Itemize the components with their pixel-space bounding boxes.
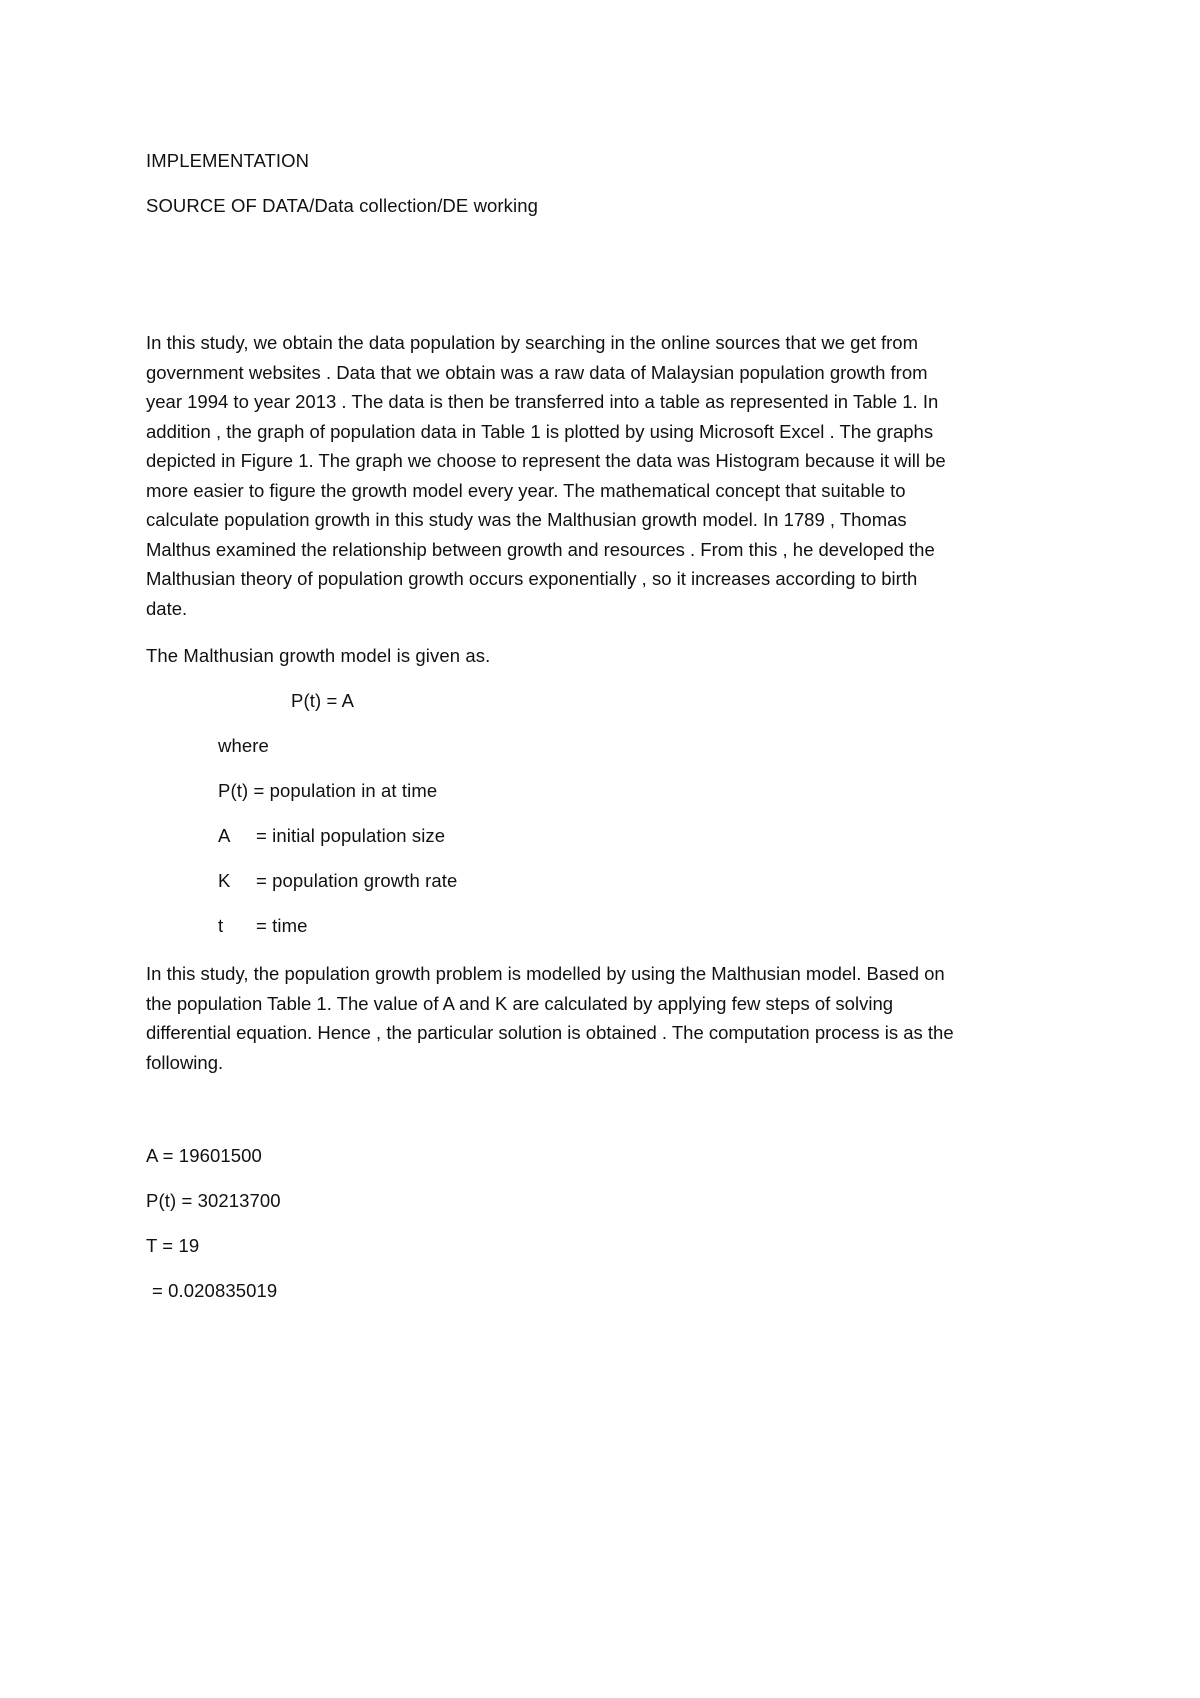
method-paragraph <box>146 959 1066 1077</box>
computation-a: A = 19601500 <box>146 1145 262 1166</box>
paragraph-line: Malthus examined the relationship between growth and resources . From this , he developed the <box>146 538 935 560</box>
paragraph-line: more easier to figure the growth model every year. The mathematical concept that suitable to <box>146 479 906 501</box>
paragraph-line: differential equation. Hence , the particular solution is obtained . The computation process is as the <box>146 1022 954 1043</box>
where-label: where <box>218 735 269 756</box>
paragraph-line: Malthusian theory of population growth occurs exponentially , so it increases according to birth <box>146 568 918 589</box>
definition-k <box>218 866 457 896</box>
paragraph-line: depicted in Figure 1. The graph we choose to represent the data was Histogram because it will be <box>146 450 946 471</box>
paragraph-line: calculate population growth in this study was the Malthusian growth model. In 1789 , Thomas <box>146 509 907 530</box>
definition-pt: P(t) = population in at time <box>218 780 438 801</box>
paragraph-line: the population Table 1. The value of A and K are calculated by applying few steps of solving <box>146 992 894 1014</box>
intro-paragraph <box>146 328 1066 623</box>
paragraph-line: following. <box>146 1051 224 1073</box>
paragraph-line: addition , the graph of population data in Table 1 is plotted by using Microsoft Excel . The graphs <box>146 420 934 442</box>
paragraph-line: date. <box>146 597 188 619</box>
paragraph-line: year 1994 to year 2013 . The data is then be transferred into a table as represented in Table 1. In <box>146 391 939 412</box>
definition-text: = population growth rate <box>256 870 458 891</box>
model-equation: P(t) = A <box>291 690 355 711</box>
paragraph-line: government websites . Data that we obtain was a raw data of Malaysian population growth from <box>146 361 928 383</box>
definition-symbol: t <box>218 915 224 936</box>
definition-t <box>218 911 308 941</box>
definition-symbol: A <box>218 825 231 846</box>
definition-symbol: K <box>218 870 231 891</box>
paragraph-line: In this study, the population growth problem is modelled by using the Malthusian model. Based on <box>146 963 945 984</box>
computation-t: T = 19 <box>146 1235 200 1256</box>
paragraph-line: In this study, we obtain the data population by searching in the online sources that we get from <box>146 332 918 353</box>
computation-pt: P(t) = 30213700 <box>146 1190 281 1211</box>
definition-text: = initial population size <box>256 825 446 846</box>
section-subheading: SOURCE OF DATA/Data collection/DE working <box>146 195 539 216</box>
model-intro: The Malthusian growth model is given as. <box>146 645 491 666</box>
section-heading: IMPLEMENTATION <box>146 150 310 171</box>
computation-k: = 0.020835019 <box>152 1280 278 1301</box>
definition-text: = time <box>256 915 308 936</box>
definition-a <box>218 821 445 851</box>
